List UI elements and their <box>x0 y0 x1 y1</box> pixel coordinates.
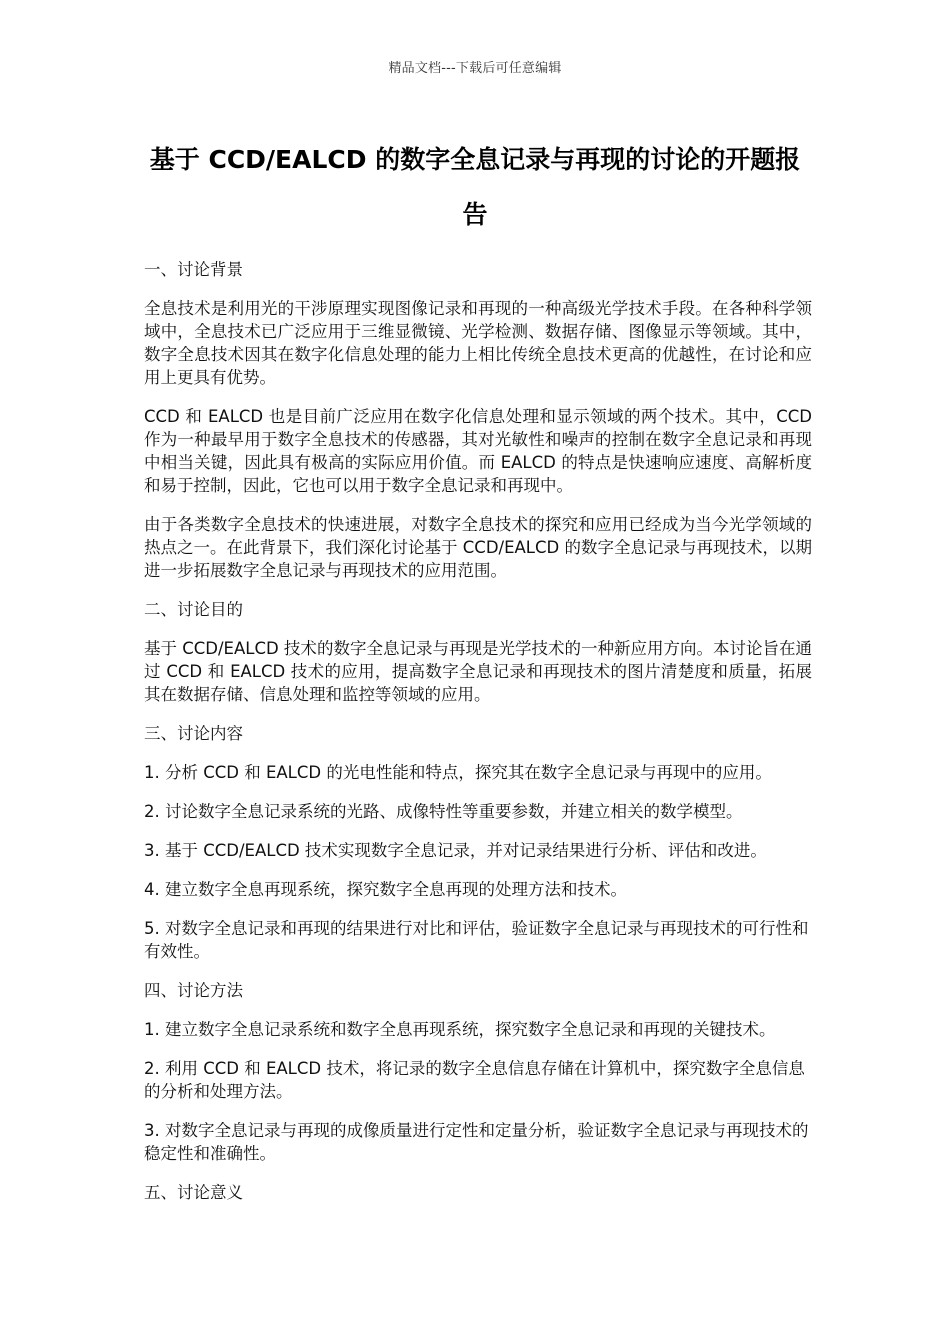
methods-list-item: 3. 对数字全息记录与再现的成像质量进行定性和定量分析，验证数字全息记录与再现技术的稳定性和准确性。 <box>144 1121 809 1163</box>
section-heading-purpose: 二、讨论目的 <box>144 600 243 619</box>
header-note: 精品文档---下载后可任意编辑 <box>388 61 562 76</box>
section-heading-significance: 五、讨论意义 <box>144 1183 243 1202</box>
section-heading-background: 一、讨论背景 <box>144 260 243 279</box>
section-heading-methods: 四、讨论方法 <box>144 981 243 1000</box>
methods-list-item: 1. 建立数字全息记录系统和数字全息再现系统，探究数字全息记录和再现的关键技术。 <box>144 1020 776 1039</box>
content-list-item: 5. 对数字全息记录和再现的结果进行对比和评估，验证数字全息记录与再现技术的可行性和有效性。 <box>144 919 809 961</box>
background-paragraph-2: CCD 和 EALCD 也是目前广泛应用在数字化信息处理和显示领域的两个技术。其中，CCD 作为一种最早用于数字全息技术的传感器，其对光敏性和噪声的控制在数字全息记录和再现中相当关键，因此具有极高的实际应用价值。而 EALCD 的特点是快速响应速度、高解析度和易于控制，因此，它也可以用于数字全息记录和再现中。 <box>144 407 812 495</box>
document-body <box>144 258 812 1220</box>
section-heading-content: 三、讨论内容 <box>144 724 243 743</box>
background-paragraph-1: 全息技术是利用光的干涉原理实现图像记录和再现的一种高级光学技术手段。在各种科学领域中，全息技术已广泛应用于三维显微镜、光学检测、数据存储、图像显示等领域。其中，数字全息技术因其在数字化信息处理的能力上相比传统全息技术更高的优越性，在讨论和应用上更具有优势。 <box>144 299 812 387</box>
purpose-paragraph-1: 基于 CCD/EALCD 技术的数字全息记录与再现是光学技术的一种新应用方向。本讨论旨在通过 CCD 和 EALCD 技术的应用，提高数字全息记录和再现技术的图片清楚度和质量，拓展其在数据存储、信息处理和监控等领域的应用。 <box>144 639 812 704</box>
background-paragraph-3: 由于各类数字全息技术的快速进展，对数字全息技术的探究和应用已经成为当今光学领域的热点之一。在此背景下，我们深化讨论基于 CCD/EALCD 的数字全息记录与再现技术，以期进一步拓展数字全息记录与再现技术的应用范围。 <box>144 515 812 580</box>
content-list-item: 3. 基于 CCD/EALCD 技术实现数字全息记录，并对记录结果进行分析、评估和改进。 <box>144 841 767 860</box>
content-list-item: 1. 分析 CCD 和 EALCD 的光电性能和特点，探究其在数字全息记录与再现中的应用。 <box>144 763 772 782</box>
content-list-item: 2. 讨论数字全息记录系统的光路、成像特性等重要参数，并建立相关的数学模型。 <box>144 802 743 821</box>
page-title: 基于 CCD/EALCD 的数字全息记录与再现的讨论的开题报告 <box>149 145 801 229</box>
methods-list-item: 2. 利用 CCD 和 EALCD 技术，将记录的数字全息信息存储在计算机中，探究数字全息信息的分析和处理方法。 <box>144 1059 805 1101</box>
content-list-item: 4. 建立数字全息再现系统，探究数字全息再现的处理方法和技术。 <box>144 880 627 899</box>
